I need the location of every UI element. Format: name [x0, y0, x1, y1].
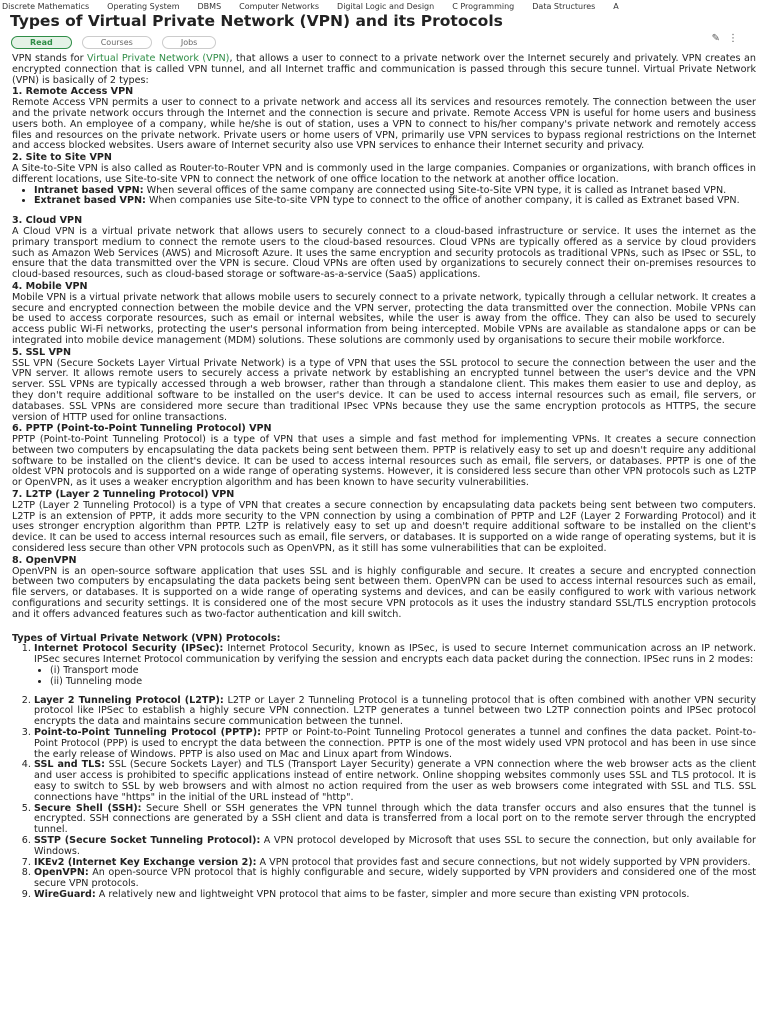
section-paragraph: Remote Access VPN permits a user to connect to a private network and access all its services and resources remotely. The connection between the user and the private network occurs through the Internet and the connection is secure and private. Remote Access VPN is useful for home users and business users both. An employee of a company, while he/she is out of station, uses a VPN to connect to his/her company's private network and remotely access files and resources on the private network. Private users or home users of VPN, primarily use VPN services to bypass regional restrictions on the Internet and access blocked websites. Users aware of Internet security also use VPN services to enhance their Internet security and privacy.	[12, 97, 756, 152]
nav-item[interactable]: DBMS	[197, 1, 222, 11]
section-heading: 8. OpenVPN	[12, 554, 77, 566]
list-item: 3. Point-to-Point Tunneling Protocol (PPTP): PPTP or Point-to-Point Tunneling Protocol generates a tunnel and confines the data packet. Point-to-Point Protocol (PPP) is used to encrypt the data between the connection. PPTP is one of the most widely used VPN protocol and has been in use since the early release of Windows. PPTP is also used on Mac and Linux apart from Windows.	[34, 728, 756, 760]
section-heading: 3. Cloud VPN	[12, 215, 83, 227]
section-heading: 1. Remote Access VPN	[12, 86, 134, 98]
nav-item[interactable]: Discrete Mathematics	[2, 1, 90, 11]
list-item: 5. Secure Shell (SSH): Secure Shell or SSH generates the VPN tunnel through which the data transfer occurs and also ensures that the tunnel is encrypted. SSH connections are generated by a SSH client and data is transferred from a local port on to the remote server through the encrypted tunnel.	[34, 804, 756, 836]
protocols-heading: Types of Virtual Private Network (VPN) Protocols:	[12, 632, 281, 644]
title-row	[0, 12, 768, 49]
nav-item[interactable]: Computer Networks	[239, 1, 320, 11]
section-heading: 6. PPTP (Point-to-Point Tunneling Protocol) VPN	[12, 423, 272, 435]
pill-tabs	[10, 36, 758, 49]
nav-item[interactable]: Data Structures	[532, 1, 596, 11]
protocols-list	[12, 644, 756, 900]
list-item: 9. WireGuard: A relatively new and lightweight VPN protocol that aims to be faster, simpler and more secure than existing VPN protocols.	[34, 890, 756, 901]
section-heading: 7. L2TP (Layer 2 Tunneling Protocol) VPN	[12, 489, 235, 501]
ipsec-modes-list	[34, 666, 756, 688]
section-heading: 4. Mobile VPN	[12, 280, 88, 292]
edit-icon[interactable]: ✎	[711, 33, 720, 44]
tab-read[interactable]: Read	[11, 36, 72, 49]
vpn-link[interactable]: Virtual Private Network (VPN)	[87, 53, 230, 64]
list-item: 6. SSTP (Secure Socket Tunneling Protocol): A VPN protocol developed by Microsoft that uses SSL to secure the connection, but only available for Windows.	[34, 836, 756, 858]
list-item: 4. SSL and TLS: SSL (Secure Sockets Layer) and TLS (Transport Layer Security) generate a VPN connection where the web browser acts as the client and user access is prohibited to specific applications instead of entire network. Online shopping websites commonly uses SSL and TLS protocol. It is easy to switch to SSL by web browsers and with almost no action required from the user as web browsers come integrated with SSL and TLS. SSL connections have "https" in the initial of the URL instead of "http".	[34, 760, 756, 803]
title-actions	[712, 33, 738, 44]
top-nav	[0, 0, 768, 12]
list-item: 8. OpenVPN: An open-source VPN protocol that is highly configurable and secure, widely supported by VPN providers and considered one of the most secure VPN protocols.	[34, 868, 756, 890]
nav-item[interactable]: C Programming	[452, 1, 515, 11]
section-paragraph: A Site-to-Site VPN is also called as Router-to-Router VPN and is commonly used in the large companies. Companies or organizations, with branch offices in different locations, use Site-to-site VPN to connect the network of one office location to the network at another office location.	[12, 162, 756, 185]
section-heading: 2. Site to Site VPN	[12, 152, 112, 164]
list-item: • Intranet based VPN: When several offices of the same company are connected using Site-to-Site VPN type, it is called as Intranet based VPN.	[34, 186, 756, 197]
section-paragraph: PPTP (Point-to-Point Tunneling Protocol) is a type of VPN that uses a simple and fast method for implementing VPNs. It creates a secure connection between two computers by encapsulating the data packets being sent between them. PPTP is relatively easy to set up and doesn't require any additional software to be installed on the client's device. It can be used to access internal resources such as email, file servers, or databases. PPTP is one of the oldest VPN protocols and is supported on a wide range of operating systems. However, it is considered less secure than other VPN protocols such as L2TP or OpenVPN, as it uses a weaker encryption algorithm and has been known to have security vulnerabilities.	[12, 434, 756, 489]
article-body	[0, 54, 768, 901]
nav-item[interactable]: Operating System	[107, 1, 180, 11]
section-paragraph: A Cloud VPN is a virtual private network that allows users to securely connect to a cloud-based infrastructure or service. It uses the internet as the primary transport medium to connect the remote users to the cloud-based resources. Cloud VPNs are typically offered as a service by cloud providers such as Amazon Web Services (AWS) and Microsoft Azure. It uses the same encryption and security protocols as traditional VPNs, such as IPsec or SSL, to ensure that the data transmitted over the VPN is secure. Cloud VPNs are often used by organizations to securely connect their on-premises resources to cloud-based resources, such as cloud-based storage or software-as-a-service (SaaS) applications.	[12, 225, 756, 281]
section-paragraph: Mobile VPN is a virtual private network that allows mobile users to securely connect to a private network, typically through a cellular network. It creates a secure and encrypted connection between the mobile device and the VPN server, protecting the data transmitted over the connection. Mobile VPNs can be used to access corporate resources, such as email or internal websites, while the user is away from the office. They can also be used to securely access public Wi-Fi networks, protecting the user's personal information from being intercepted. Mobile VPNs are available as standalone apps or can be integrated into mobile device management (MDM) solutions. These solutions are commonly used by organisations to secure their mobile workforce.	[12, 291, 756, 346]
more-icon[interactable]: ⋮	[728, 33, 738, 44]
tab-jobs[interactable]: Jobs	[162, 36, 217, 49]
tab-courses[interactable]: Courses	[82, 36, 152, 49]
section-paragraph: SSL VPN (Secure Sockets Layer Virtual Private Network) is a type of VPN that uses the SSL protocol to secure the connection between the user and the VPN server. It allows remote users to securely access a private network by establishing an encrypted tunnel between the user's device and the VPN server. SSL VPNs are typically accessed through a web browser, rather than through a standalone client. This makes them easier to use and deploy, as they don't require additional software to be installed on the user's device. It can be used to access internal resources such as email, file servers, or databases. SSL VPNs are considered more secure than traditional IPsec VPNs because they use the same encryption protocols as HTTPS, the secure version of HTTP used for online transactions.	[12, 357, 756, 423]
list-item: 1. Internet Protocol Security (IPSec): Internet Protocol Security, known as IPSec, is used to secure Internet communication across an IP network. IPSec secures Internet Protocol communication by verifying the session and encrypts each data packet during the connection. IPSec runs in 2 modes: • (i) Transport mode • (ii) Tunneling mode	[34, 644, 756, 695]
intro-paragraph: VPN stands for Virtual Private Network (VPN), that allows a user to connect to a private network over the Internet securely and privately. VPN creates an encrypted connection that is called VPN tunnel, and all Internet traffic and communication is passed through this secure tunnel. Virtual Private Network (VPN) is basically of 2 types:	[12, 53, 756, 86]
list-item: 2. Layer 2 Tunneling Protocol (L2TP): L2TP or Layer 2 Tunneling Protocol is a tunneling protocol that is often combined with another VPN security protocol like IPSec to establish a highly secure VPN connection. L2TP generates a tunnel between two L2TP connection points and IPSec protocol encrypts the data and maintains secure communication between the tunnel.	[34, 696, 756, 728]
nav-item[interactable]: A	[613, 1, 619, 11]
nav-item[interactable]: Digital Logic and Design	[337, 1, 435, 11]
section-paragraph: OpenVPN is an open-source software application that uses SSL and is highly configurable and secure. It creates a secure and encrypted connection between two computers by encapsulating the data packets being sent between them. OpenVPN can be used to access internal resources such as email, file servers, or databases. It is supported on a wide range of operating systems and devices, and can be easily configured to work with various network configurations and security settings. It is considered one of the most secure VPN protocols as it uses the industry standard SSL/TLS encryption protocols and it offers advanced features such as two-factor authentication and kill switch.	[12, 565, 756, 620]
section-heading: 5. SSL VPN	[12, 346, 71, 358]
list-item: • (ii) Tunneling mode	[50, 677, 756, 688]
site-to-site-list	[12, 186, 756, 208]
list-item: 7. IKEv2 (Internet Key Exchange version 2): A VPN protocol that provides fast and secure connections, but not widely supported by VPN providers.	[34, 858, 756, 869]
list-item: • Extranet based VPN: When companies use Site-to-site VPN type to connect to the office of another company, it is called as Extranet based VPN.	[34, 196, 756, 207]
page-title: Types of Virtual Private Network (VPN) and its Protocols	[10, 12, 503, 30]
section-paragraph: L2TP (Layer 2 Tunneling Protocol) is a type of VPN that creates a secure connection by encapsulating data packets being sent between two computers. L2TP is an extension of PPTP, it adds more security to the VPN connection by using a combination of PPTP and L2F (Layer 2 Forwarding Protocol) and it uses stronger encryption algorithm than PPTP. L2TP is relatively easy to set up and doesn't require additional software to be installed on the client's device. It can be used to access internal resources such as email, file servers, or databases. It is supported on a wide range of operating systems, but it is considered less secure than other VPN protocols such as OpenVPN, as it still has some vulnerabilities that can be exploited.	[12, 499, 756, 555]
list-item: • (i) Transport mode	[50, 666, 756, 677]
